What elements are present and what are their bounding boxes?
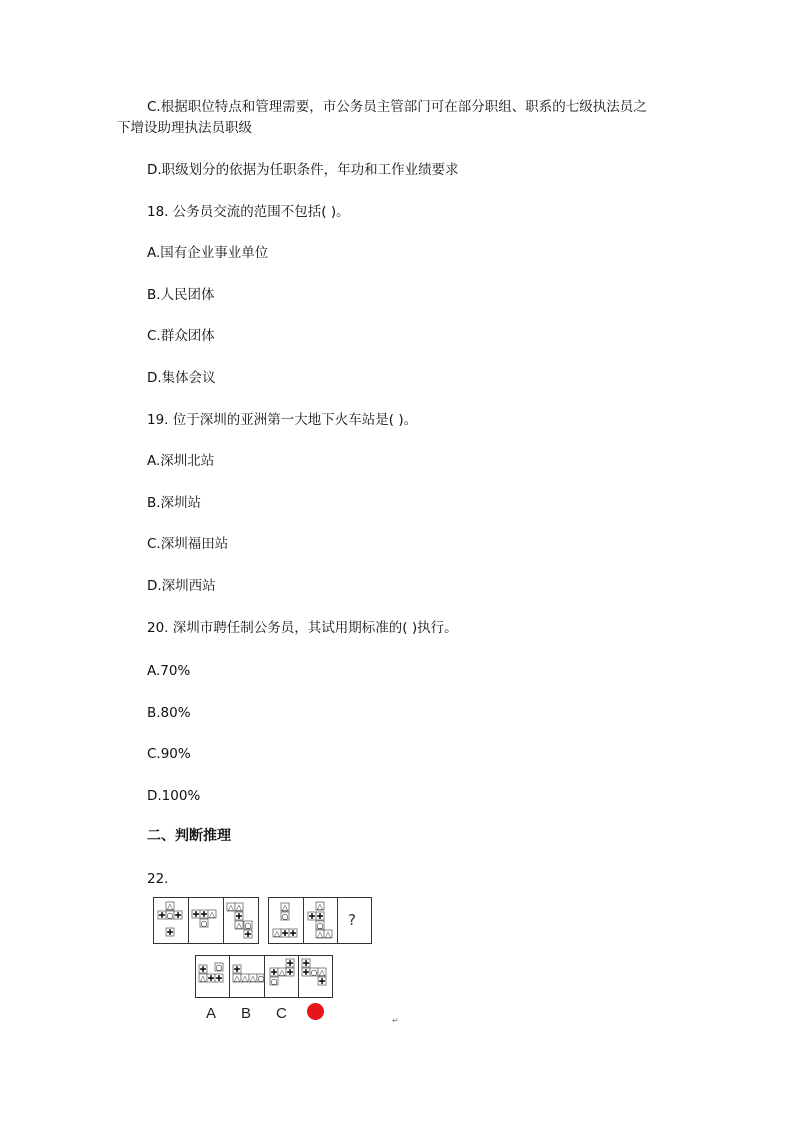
- svg-text:○: ○: [215, 963, 223, 972]
- svg-text:△: △: [318, 968, 326, 977]
- answer-marker-dot: [307, 1003, 324, 1020]
- svg-text:✚: ✚: [286, 959, 294, 968]
- svg-text:△: △: [273, 929, 281, 938]
- svg-text:○: ○: [166, 911, 174, 920]
- svg-text:○: ○: [200, 919, 208, 928]
- svg-text:✚: ✚: [233, 965, 241, 974]
- svg-text:○: ○: [257, 974, 265, 983]
- q20-option-b: B.80%: [147, 705, 191, 721]
- q22-number: 22.: [147, 871, 169, 887]
- svg-text:✚: ✚: [174, 911, 182, 920]
- paragraph-mark: ↵: [392, 1016, 399, 1025]
- q19-option-a: A.深圳北站: [147, 453, 215, 469]
- svg-text:△: △: [281, 903, 289, 912]
- q17-option-c-line1: C.根据职位特点和管理需要，市公务员主管部门可在部分职组、职系的七级执法员之: [147, 99, 647, 115]
- section-heading-reasoning: 二、判断推理: [147, 828, 231, 844]
- q17-option-d: D.职级划分的依据为任职条件，年功和工作业绩要求: [147, 162, 459, 178]
- svg-text:✚: ✚: [235, 912, 243, 921]
- svg-text:✚: ✚: [207, 974, 215, 983]
- q18-option-c: C.群众团体: [147, 328, 215, 344]
- q20-option-c: C.90%: [147, 746, 191, 762]
- option-label-b: B: [241, 1005, 252, 1022]
- q22-puzzle-svg: [153, 897, 373, 945]
- svg-text:✚: ✚: [192, 910, 200, 919]
- q22-options-svg: [195, 955, 335, 999]
- svg-text:○: ○: [316, 921, 324, 930]
- svg-text:△: △: [324, 930, 332, 939]
- q22-puzzle-figure: [153, 897, 373, 945]
- q20-stem: 20. 深圳市聘任制公务员，其试用期标准的( )执行。: [147, 620, 458, 636]
- q18-option-b: B.人民团体: [147, 287, 215, 303]
- q19-option-b: B.深圳站: [147, 495, 202, 511]
- svg-text:○: ○: [281, 912, 289, 921]
- svg-text:△: △: [249, 974, 257, 983]
- q18-option-d: D.集体会议: [147, 370, 216, 386]
- svg-text:△: △: [233, 974, 241, 983]
- svg-text:✚: ✚: [158, 911, 166, 920]
- svg-text:△: △: [199, 974, 207, 983]
- svg-text:✚: ✚: [281, 929, 289, 938]
- svg-text:△: △: [278, 968, 286, 977]
- svg-text:△: △: [235, 903, 243, 912]
- option-label-c: C: [276, 1005, 287, 1022]
- svg-text:✚: ✚: [316, 912, 324, 921]
- svg-text:△: △: [166, 902, 174, 911]
- svg-text:△: △: [241, 974, 249, 983]
- svg-text:△: △: [227, 903, 235, 912]
- svg-text:✚: ✚: [215, 974, 223, 983]
- svg-text:△: △: [235, 921, 243, 930]
- svg-text:✚: ✚: [302, 968, 310, 977]
- svg-text:✚: ✚: [200, 910, 208, 919]
- q18-stem: 18. 公务员交流的范围不包括( )。: [147, 204, 350, 220]
- svg-text:✚: ✚: [302, 959, 310, 968]
- svg-text:○: ○: [270, 977, 278, 986]
- q17-option-c-line2: 下增设助理执法员职级: [117, 120, 252, 136]
- svg-text:✚: ✚: [289, 929, 297, 938]
- q18-option-a: A.国有企业事业单位: [147, 245, 269, 261]
- svg-text:✚: ✚: [308, 912, 316, 921]
- q20-option-d: D.100%: [147, 788, 201, 804]
- q19-option-d: D.深圳西站: [147, 578, 216, 594]
- q20-option-a: A.70%: [147, 663, 191, 679]
- svg-text:○: ○: [244, 921, 252, 930]
- q19-stem: 19. 位于深圳的亚洲第一大地下火车站是( )。: [147, 412, 418, 428]
- svg-text:✚: ✚: [286, 968, 294, 977]
- svg-text:△: △: [208, 910, 216, 919]
- option-label-a: A: [206, 1005, 217, 1022]
- svg-text:✚: ✚: [166, 928, 174, 937]
- svg-text:△: △: [316, 930, 324, 939]
- svg-text:✚: ✚: [199, 965, 207, 974]
- svg-text:△: △: [316, 902, 324, 911]
- q19-option-c: C.深圳福田站: [147, 536, 229, 552]
- q22-options-figure: [195, 955, 335, 999]
- svg-text:○: ○: [310, 968, 318, 977]
- q22-question-mark: ?: [348, 911, 356, 929]
- svg-text:✚: ✚: [244, 930, 252, 939]
- svg-text:✚: ✚: [318, 977, 326, 986]
- svg-text:✚: ✚: [270, 968, 278, 977]
